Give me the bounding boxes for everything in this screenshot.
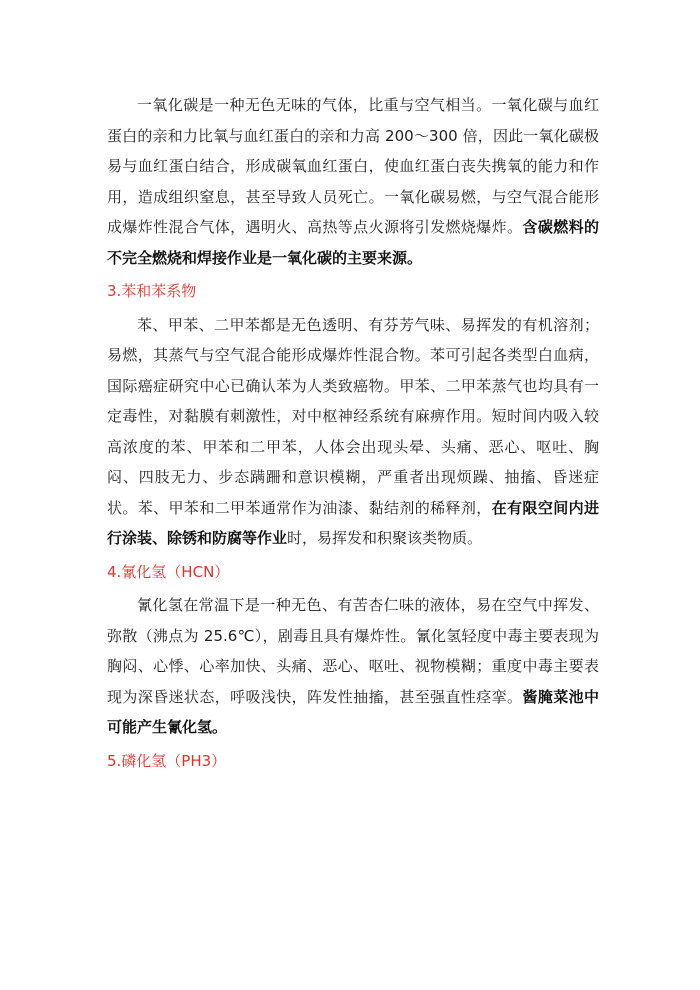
benzene-paragraph-text: 苯、甲苯、二甲苯都是无色透明、有芬芳气味、易挥发的有机溶剂；易燃，其蒸气与空气混合能形成爆炸性混合物。苯可引起各类型白血病，国际癌症研究中心已确认苯为人类致癌物。甲苯、二甲苯蒸气也均具有一定毒性，对黏膜有刺激性，对中枢神经系统有麻痹作用。短时间内吸入较高浓度的苯、甲苯和二甲苯，人体会出现头晕、头痛、恶心、呕吐、胸闷、四肢无力、步态蹒跚和意识模糊，严重者出现烦躁、抽搐、昏迷症状。苯、甲苯和二甲苯通常作为油漆、黏结剂的稀释剂， <box>107 315 599 517</box>
benzene-paragraph-text-end: 时，易挥发和积聚该类物质。 <box>287 529 483 547</box>
benzene-paragraph-bold: 在有限空间内进行涂装、除锈和防腐等作业 <box>107 498 599 547</box>
co-paragraph-text: 一氧化碳是一种无色无味的气体，比重与空气相当。一氧化碳与血红蛋白的亲和力比氧与血红蛋白的亲和力高 200～300 倍，因此一氧化碳极易与血红蛋白结合，形成碳氧血红蛋白，使血红蛋白丧失携氧的能力和作用，造成组织窒息，甚至导致人员死亡。一氧化碳易燃，与空气混合能形成爆炸性混合气体，遇明火、高热等点火源将引发燃烧爆炸。 <box>107 96 599 236</box>
hcn-paragraph-text: 氰化氢在常温下是一种无色、有苦杏仁味的液体，易在空气中挥发、弥散（沸点为 25.6℃），剧毒且具有爆炸性。氰化氢轻度中毒主要表现为胸闷、心悸、心率加快、头痛、恶心、呕吐、视物模糊；重度中毒主要表现为深昏迷状态，呼吸浅快，阵发性抽搐，甚至强直性痉挛。 <box>107 596 599 706</box>
hcn-paragraph-bold: 酱腌菜池中可能产生氰化氢。 <box>107 687 599 736</box>
section-heading-benzene: 3.苯和苯系物 <box>107 282 197 300</box>
document-body <box>107 90 599 779</box>
benzene-paragraph <box>107 310 599 554</box>
section-heading-ph3: 5.磷化氢（PH3） <box>107 751 227 770</box>
hcn-paragraph <box>107 590 599 743</box>
section-heading-hcn: 4.氰化氢（HCN） <box>107 562 230 581</box>
co-paragraph <box>107 90 599 273</box>
co-paragraph-bold: 含碳燃料的不完全燃烧和焊接作业是一氧化碳的主要来源。 <box>107 218 599 267</box>
